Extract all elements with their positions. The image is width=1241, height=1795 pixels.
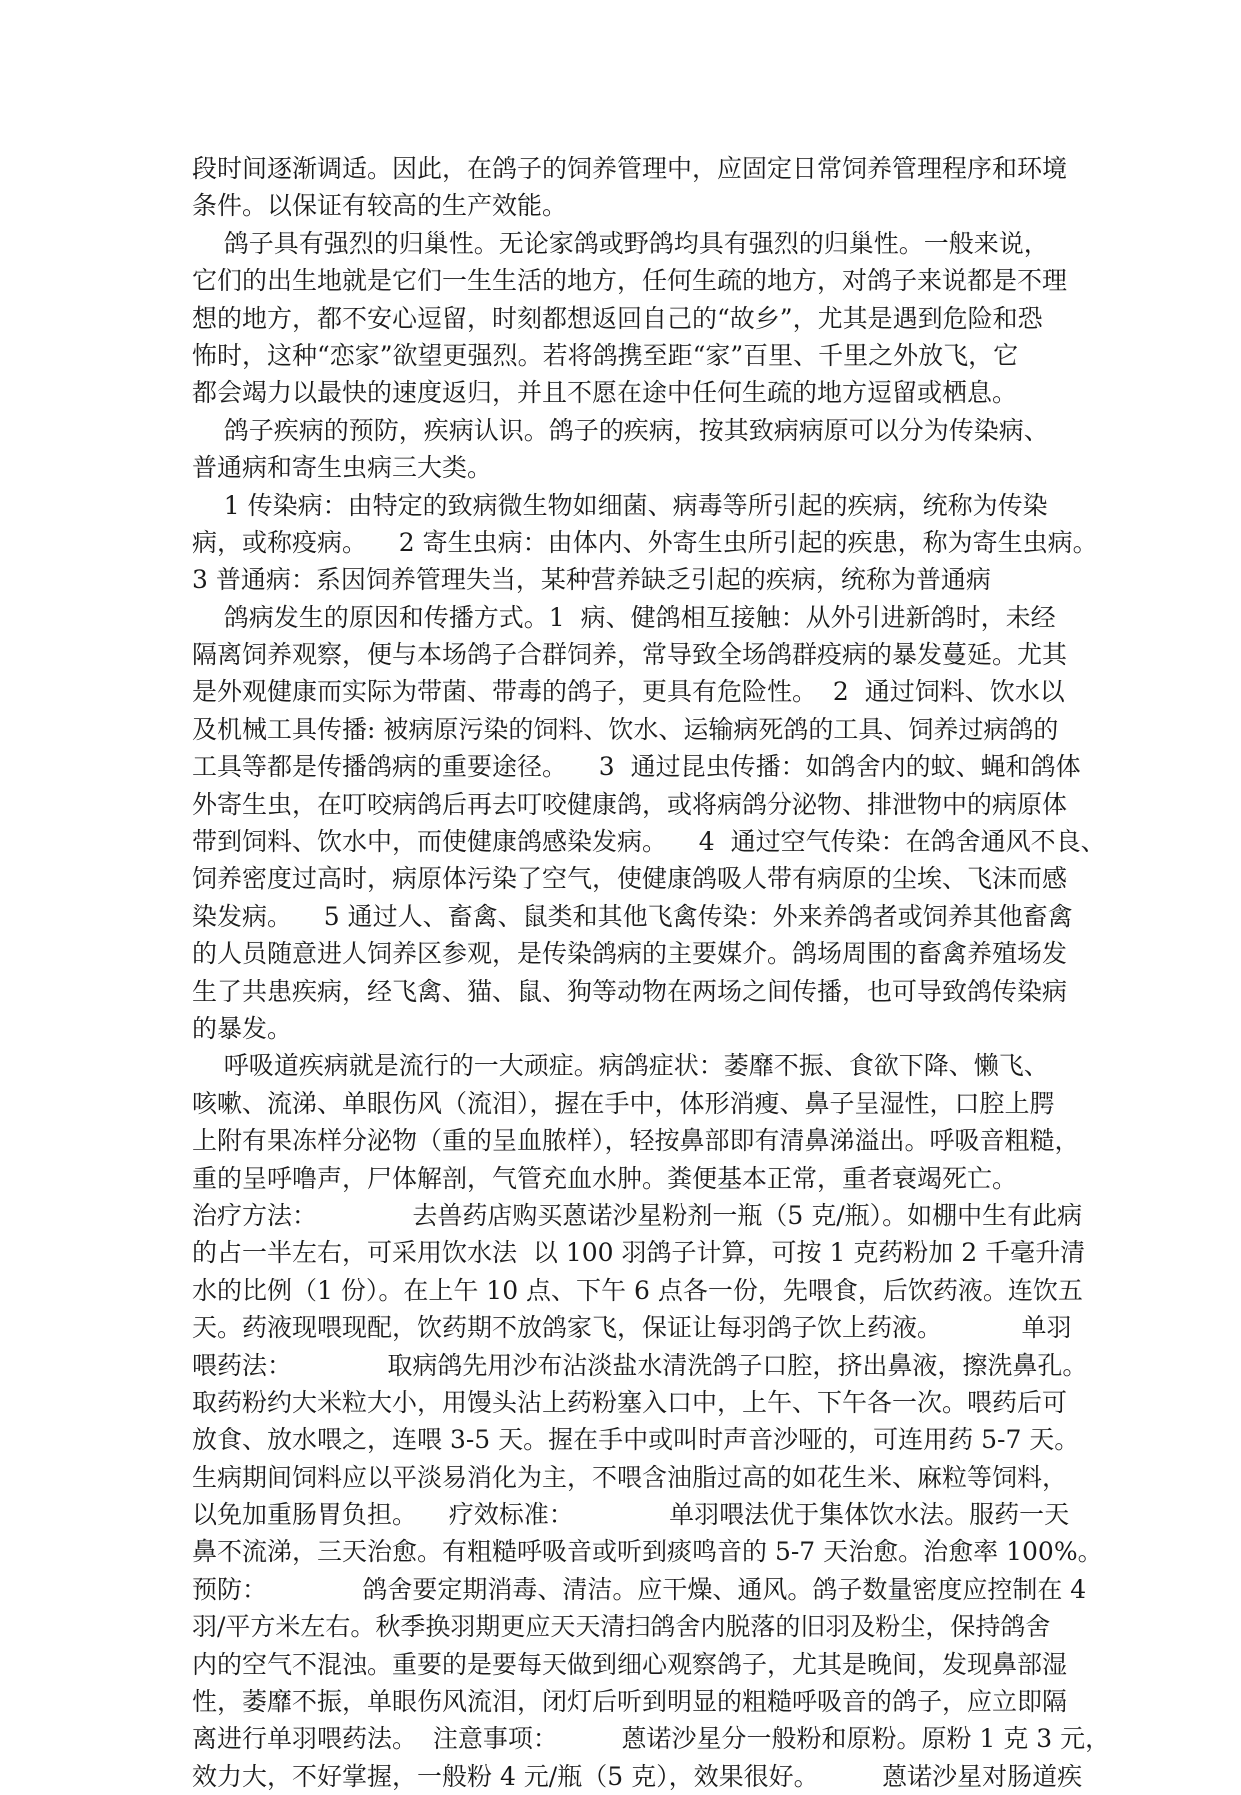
text-line: 鸽子疾病的预防，疾病认识。鸽子的疾病，按其致病病原可以分为传染病、 bbox=[192, 415, 1049, 445]
text-line: 1 传染病：由特定的致病微生物如细菌、病毒等所引起的疾病，统称为传染 bbox=[192, 490, 1048, 520]
text-line: 放食、放水喂之，连喂 3-5 天。握在手中或叫时声音沙哑的，可连用药 5-7 天。 bbox=[192, 1425, 1080, 1455]
text-line: 条件。以保证有较高的生产效能。 bbox=[192, 191, 568, 221]
text-line: 的占一半左右，可采用饮水法 以 100 羽鸽子计算，可按 1 克药粉加 2 千毫升清 bbox=[192, 1238, 1086, 1268]
text-line: 的人员随意进人饲养区参观，是传染鸽病的主要媒介。鸽场周围的畜禽养殖场发 bbox=[192, 939, 1068, 969]
text-line: 上附有果冻样分泌物（重的呈血脓样），轻按鼻部即有清鼻涕溢出。呼吸音粗糙， bbox=[192, 1126, 1080, 1156]
text-line: 生病期间饲料应以平淡易消化为主，不喂含油脂过高的如花生米、麻粒等饲料， bbox=[192, 1462, 1068, 1492]
text-line: 带到饲料、饮水中，而使健康鸽感染发病。 4 通过空气传染：在鸽舍通风不良、 bbox=[192, 827, 1106, 857]
text-line: 是外观健康而实际为带菌、带毒的鸽子，更具有危险性。 2 通过饲料、饮水以 bbox=[192, 677, 1065, 707]
text-line: 鸽病发生的原因和传播方式。1 病、健鸽相互接触：从外引进新鸽时，未经 bbox=[192, 602, 1056, 632]
text-line: 的暴发。 bbox=[192, 1013, 293, 1043]
text-line: 染发病。 5 通过人、畜禽、鼠类和其他飞禽传染：外来养鸽者或饲养其他畜禽 bbox=[192, 901, 1073, 931]
text-line: 治疗方法： 去兽药店购买蒽诺沙星粉剂一瓶（5 克/瓶）。如棚中生有此病 bbox=[192, 1200, 1083, 1230]
text-line: 怖时，这种“恋家”欲望更强烈。若将鸽携至距“家”百里、千里之外放飞，它 bbox=[192, 340, 1019, 370]
text-line: 想的地方，都不安心逗留，时刻都想返回自己的“故乡”，尤其是遇到危险和恐 bbox=[192, 303, 1043, 333]
text-line: 水的比例（1 份）。在上午 10 点、下午 6 点各一份，先喂食，后饮药液。连饮五 bbox=[192, 1275, 1083, 1305]
text-line: 鸽子具有强烈的归巢性。无论家鸽或野鸽均具有强烈的归巢性。一般来说， bbox=[192, 228, 1049, 258]
text-line: 病，或称疫病。 2 寄生虫病：由体内、外寄生虫所引起的疾患，称为寄生虫病。 bbox=[192, 527, 1098, 557]
text-line: 它们的出生地就是它们一生生活的地方，任何生疏的地方，对鸽子来说都是不理 bbox=[192, 266, 1068, 296]
text-line: 普通病和寄生虫病三大类。 bbox=[192, 453, 493, 483]
text-line: 及机械工具传播: 被病原污染的饲料、饮水、运输病死鸽的工具、饲养过病鸽的 bbox=[192, 714, 1059, 744]
text-line: 以免加重肠胃负担。 疗效标准： 单羽喂法优于集体饮水法。服药一天 bbox=[192, 1500, 1070, 1530]
text-line: 喂药法： 取病鸽先用沙布沾淡盐水清洗鸽子口腔，挤出鼻液，擦洗鼻孔。 bbox=[192, 1350, 1088, 1380]
text-line: 重的呈呼噜声，尸体解剖，气管充血水肿。粪便基本正常，重者衰竭死亡。 bbox=[192, 1163, 1018, 1193]
text-line: 效力大，不好掌握，一般粉 4 元/瓶（5 克），效果很好。 蒽诺沙星对肠道疾 bbox=[192, 1761, 1083, 1791]
text-line: 3 普通病：系因饲养管理失当，某种营养缺乏引起的疾病，统称为普通病 bbox=[192, 565, 991, 595]
text-line: 预防： 鸽舍要定期消毒、清洁。应干燥、通风。鸽子数量密度应控制在 4 bbox=[192, 1574, 1087, 1604]
text-line: 羽/平方米左右。秋季换羽期更应天天清扫鸽舍内脱落的旧羽及粉尘，保持鸽舍 bbox=[192, 1612, 1051, 1642]
text-line: 咳嗽、流涕、单眼伤风（流泪），握在手中，体形消瘦、鼻子呈湿性，口腔上腭 bbox=[192, 1088, 1055, 1118]
text-line: 饲养密度过高时，病原体污染了空气，使健康鸽吸人带有病原的尘埃、飞沫而感 bbox=[192, 864, 1068, 894]
text-line: 呼吸道疾病就是流行的一大顽症。病鸽症状：萎靡不振、食欲下降、懒飞、 bbox=[192, 1051, 1049, 1081]
text-line: 生了共患疾病，经飞禽、猫、鼠、狗等动物在两场之间传播，也可导致鸽传染病 bbox=[192, 976, 1068, 1006]
text-line: 都会竭力以最快的速度返归，并且不愿在途中任何生疏的地方逗留或栖息。 bbox=[192, 378, 1018, 408]
text-line: 鼻不流涕，三天治愈。有粗糙呼吸音或听到痰鸣音的 5-7 天治愈。治愈率 100%。 bbox=[192, 1537, 1103, 1567]
text-line: 段时间逐渐调适。因此，在鸽子的饲养管理中，应固定日常饲养管理程序和环境 bbox=[192, 154, 1068, 183]
text-line: 内的空气不混浊。重要的是要每天做到细心观察鸽子，尤其是晚间，发现鼻部湿 bbox=[192, 1649, 1068, 1679]
text-line: 离进行单羽喂药法。 注意事项： 蒽诺沙星分一般粉和原粉。原粉 1 克 3 元， bbox=[192, 1724, 1111, 1754]
text-line: 性，萎靡不振，单眼伤风流泪，闭灯后听到明显的粗糙呼吸音的鸽子，应立即隔 bbox=[192, 1687, 1068, 1717]
document-page bbox=[192, 150, 1111, 1795]
text-line: 隔离饲养观察，便与本场鸽子合群饲养，常导致全场鸽群疫病的暴发蔓延。尤其 bbox=[192, 640, 1068, 670]
text-line: 外寄生虫，在叮咬病鸽后再去叮咬健康鸽，或将病鸽分泌物、排泄物中的病原体 bbox=[192, 789, 1068, 819]
text-line: 天。药液现喂现配，饮药期不放鸽家飞，保证让每羽鸽子饮上药液。 单羽 bbox=[192, 1313, 1072, 1343]
text-line: 工具等都是传播鸽病的重要途径。 3 通过昆虫传播：如鸽舍内的蚊、蝇和鸽体 bbox=[192, 752, 1081, 782]
text-line: 取药粉约大米粒大小，用馒头沾上药粉塞入口中，上午、下午各一次。喂药后可 bbox=[192, 1387, 1068, 1417]
